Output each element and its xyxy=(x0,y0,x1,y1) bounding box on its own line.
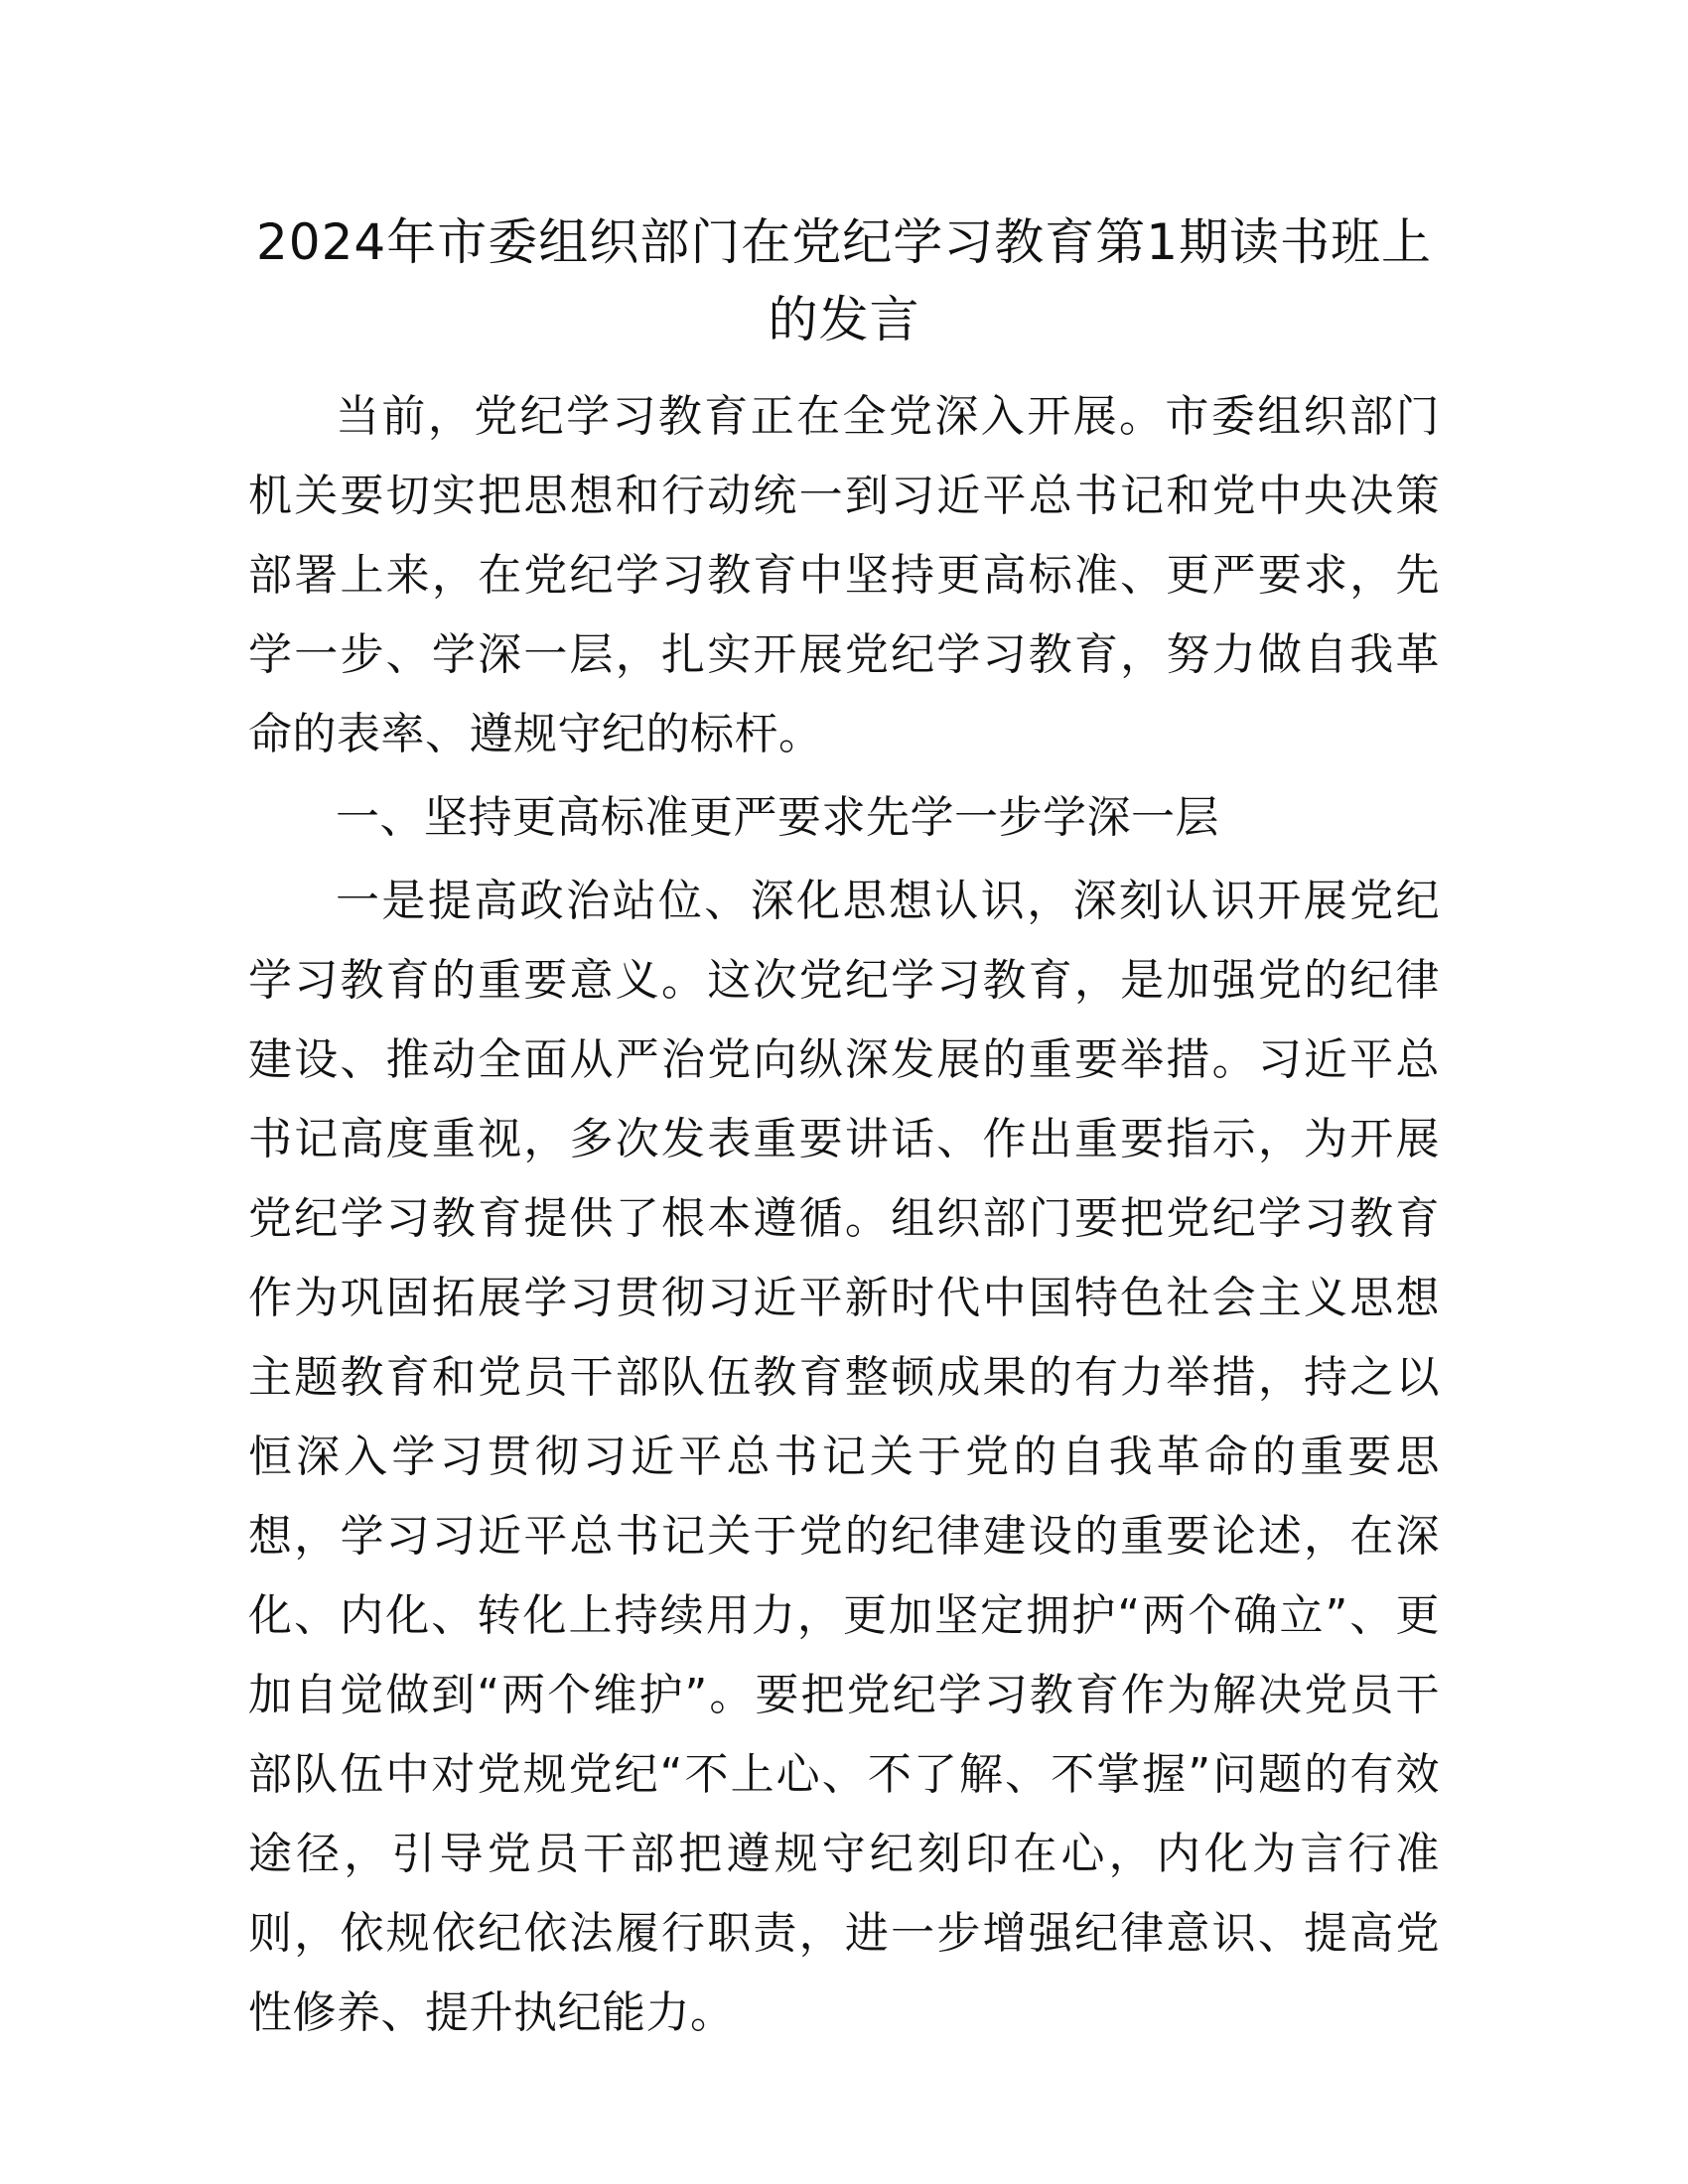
document-body xyxy=(248,377,1440,2053)
section-heading: 一、坚持更高标准更严要求先学一步学深一层 xyxy=(336,792,1219,843)
document-title: 2024年市委组织部门在党纪学习教育第1期读书班上的发言 xyxy=(255,213,1433,348)
intro-paragraph: 当前，党纪学习教育正在全党深入开展。市委组织部门机关要切实把思想和行动统一到习近平总书记和党中央决策部署上来，在党纪学习教育中坚持更高标准、更严要求，先学一步、学深一层，扎实开展党纪学习教育，努力做自我革命的表率、遵规守纪的标杆。 xyxy=(248,391,1440,759)
section-paragraph: 一是提高政治站位、深化思想认识，深刻认识开展党纪学习教育的重要意义。这次党纪学习教育，是加强党的纪律建设、推动全面从严治党向纵深发展的重要举措。习近平总书记高度重视，多次发表重要讲话、作出重要指示，为开展党纪学习教育提供了根本遵循。组织部门要把党纪学习教育作为巩固拓展学习贯彻习近平新时代中国特色社会主义思想主题教育和党员干部队伍教育整顿成果的有力举措，持之以恒深入学习贯彻习近平总书记关于党的自我革命的重要思想，学习习近平总书记关于党的纪律建设的重要论述，在深化、内化、转化上持续用力，更加坚定拥护“两个确立”、更加自觉做到“两个维护”。要把党纪学习教育作为解决党员干部队伍中对党规党纪“不上心、不了解、不掌握”问题的有效途径，引导党员干部把遵规守纪刻印在心，内化为言行准则，依规依纪依法履行职责，进一步增强纪律意识、提高党性修养、提升执纪能力。 xyxy=(248,876,1440,2038)
